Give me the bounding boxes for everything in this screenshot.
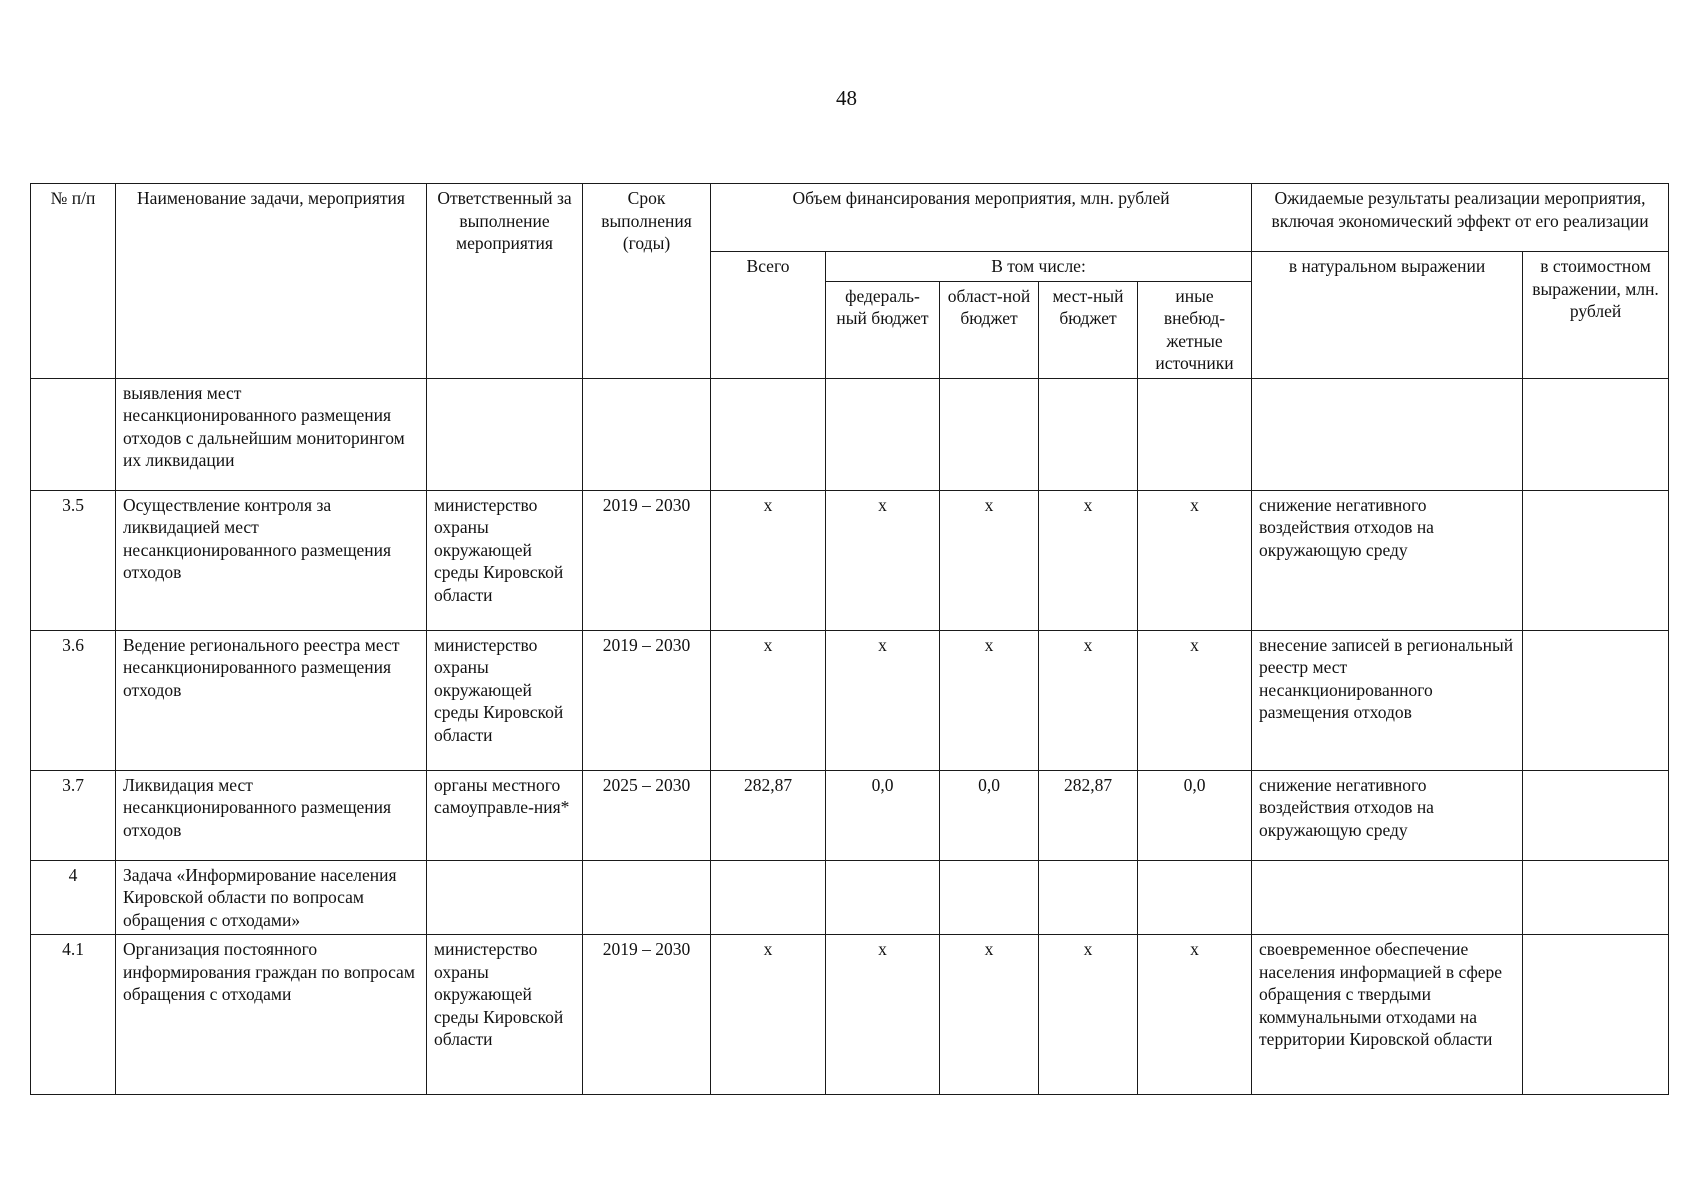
table-row — [31, 630, 1669, 770]
row-natural: внесение записей в региональный реестр мест несанкционированного размещения отходов — [1252, 630, 1523, 770]
row-num: 4.1 — [31, 935, 116, 1095]
row-term: 2019 – 2030 — [583, 630, 711, 770]
row-regional: x — [940, 935, 1039, 1095]
row-cost — [1523, 935, 1669, 1095]
row-total: 282,87 — [711, 770, 826, 860]
row-regional — [940, 860, 1039, 935]
row-responsible: министерство охраны окружающей среды Кировской области — [427, 630, 583, 770]
header-including: В том числе: — [826, 252, 1252, 282]
row-total: x — [711, 630, 826, 770]
header-term: Срок выполнения (годы) — [583, 184, 711, 379]
row-regional: 0,0 — [940, 770, 1039, 860]
header-num: № п/п — [31, 184, 116, 379]
row-other — [1138, 378, 1252, 490]
row-term: 2025 – 2030 — [583, 770, 711, 860]
row-local: x — [1039, 630, 1138, 770]
header-regional: област-ной бюджет — [940, 281, 1039, 378]
row-total: x — [711, 490, 826, 630]
row-federal: x — [826, 490, 940, 630]
table-row — [31, 490, 1669, 630]
row-other: x — [1138, 935, 1252, 1095]
row-cost — [1523, 630, 1669, 770]
row-other: x — [1138, 490, 1252, 630]
row-num: 3.7 — [31, 770, 116, 860]
row-other: 0,0 — [1138, 770, 1252, 860]
row-natural: снижение негативного воздействия отходов на окружающую среду — [1252, 770, 1523, 860]
table-row — [31, 935, 1669, 1095]
row-federal: x — [826, 935, 940, 1095]
row-local: 282,87 — [1039, 770, 1138, 860]
page-number: 48 — [836, 86, 857, 110]
row-regional — [940, 378, 1039, 490]
row-responsible — [427, 860, 583, 935]
header-natural: в натуральном выражении — [1252, 252, 1523, 379]
row-responsible: министерство охраны окружающей среды Кировской области — [427, 490, 583, 630]
program-activities-table — [30, 183, 1669, 1095]
row-regional: x — [940, 490, 1039, 630]
header-funding: Объем финансирования мероприятия, млн. рублей — [711, 184, 1252, 252]
row-federal: 0,0 — [826, 770, 940, 860]
row-cost — [1523, 860, 1669, 935]
row-federal — [826, 860, 940, 935]
row-name: выявления мест несанкционированного размещения отходов с дальнейшим мониторингом их ликвидации — [116, 378, 427, 490]
header-total: Всего — [711, 252, 826, 379]
row-other — [1138, 860, 1252, 935]
row-num — [31, 378, 116, 490]
header-responsible: Ответственный за выполнение мероприятия — [427, 184, 583, 379]
row-name: Организация постоянного информирования граждан по вопросам обращения с отходами — [116, 935, 427, 1095]
row-cost — [1523, 378, 1669, 490]
table-row — [31, 860, 1669, 935]
row-cost — [1523, 770, 1669, 860]
row-natural: снижение негативного воздействия отходов на окружающую среду — [1252, 490, 1523, 630]
row-num: 4 — [31, 860, 116, 935]
row-local — [1039, 378, 1138, 490]
row-regional: x — [940, 630, 1039, 770]
row-name: Ведение регионального реестра мест несанкционированного размещения отходов — [116, 630, 427, 770]
row-natural: своевременное обеспечение населения информацией в сфере обращения с твердыми коммунальными отходами на территории Кировской области — [1252, 935, 1523, 1095]
row-term — [583, 860, 711, 935]
header-cost: в стоимостном выражении, млн. рублей — [1523, 252, 1669, 379]
table-row — [31, 770, 1669, 860]
header-results: Ожидаемые результаты реализации мероприятия, включая экономический эффект от его реализации — [1252, 184, 1669, 252]
row-local — [1039, 860, 1138, 935]
row-term: 2019 – 2030 — [583, 490, 711, 630]
row-responsible: министерство охраны окружающей среды Кировской области — [427, 935, 583, 1095]
row-other: x — [1138, 630, 1252, 770]
row-local: x — [1039, 935, 1138, 1095]
row-total — [711, 860, 826, 935]
header-other: иные внебюд-жетные источники — [1138, 281, 1252, 378]
row-num: 3.6 — [31, 630, 116, 770]
row-name: Задача «Информирование населения Кировской области по вопросам обращения с отходами» — [116, 860, 427, 935]
row-federal — [826, 378, 940, 490]
row-term: 2019 – 2030 — [583, 935, 711, 1095]
row-natural — [1252, 860, 1523, 935]
row-name: Ликвидация мест несанкционированного размещения отходов — [116, 770, 427, 860]
table-row — [31, 378, 1669, 490]
row-cost — [1523, 490, 1669, 630]
row-total — [711, 378, 826, 490]
row-term — [583, 378, 711, 490]
header-federal: федераль-ный бюджет — [826, 281, 940, 378]
row-num: 3.5 — [31, 490, 116, 630]
row-natural — [1252, 378, 1523, 490]
row-federal: x — [826, 630, 940, 770]
row-responsible: органы местного самоуправле-ния* — [427, 770, 583, 860]
row-total: x — [711, 935, 826, 1095]
header-name: Наименование задачи, мероприятия — [116, 184, 427, 379]
row-name: Осуществление контроля за ликвидацией мест несанкционированного размещения отходов — [116, 490, 427, 630]
row-local: x — [1039, 490, 1138, 630]
row-responsible — [427, 378, 583, 490]
header-local: мест-ный бюджет — [1039, 281, 1138, 378]
